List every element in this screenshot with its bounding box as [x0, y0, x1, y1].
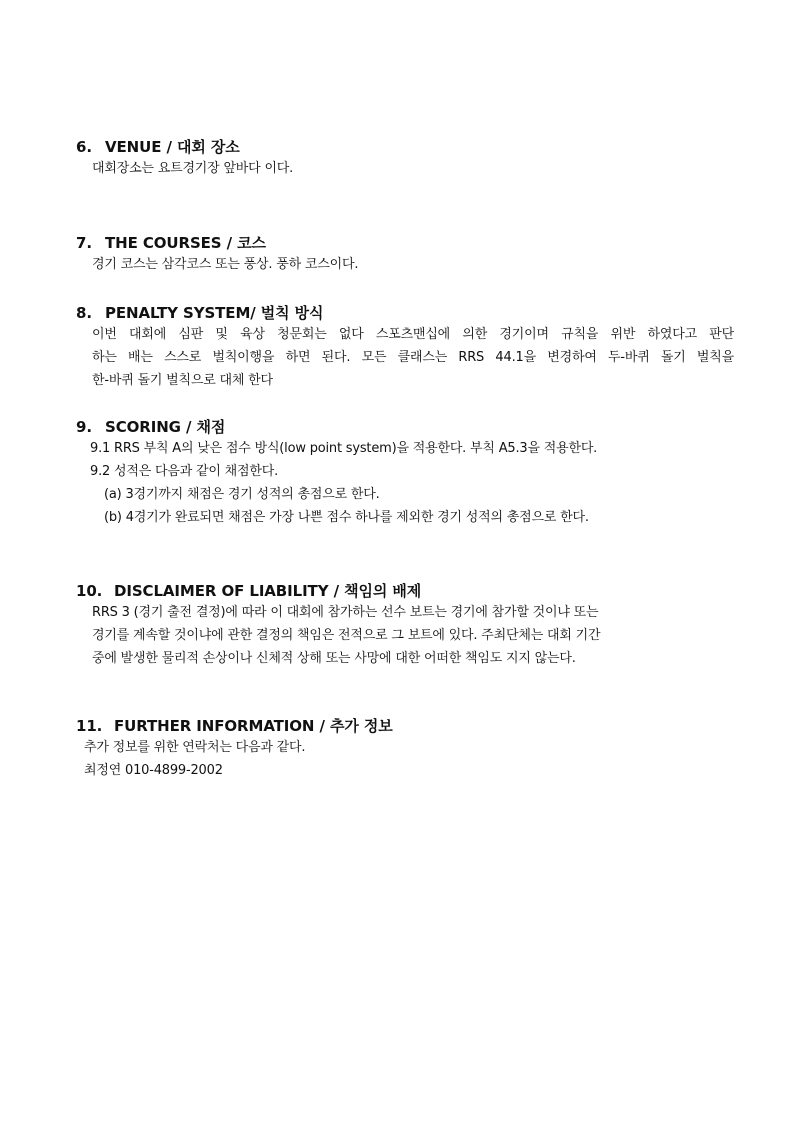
- section-text: 추가 정보를 위한 연락처는 다음과 같다.: [84, 740, 306, 755]
- section-title: DISCLAIMER OF LIABILITY / 책임의 배제: [114, 582, 422, 600]
- section-title: SCORING / 채점: [105, 418, 226, 436]
- section-text: 한-바퀴 돌기 벌칙으로 대체 한다: [92, 373, 273, 388]
- section-number: 10.: [76, 582, 103, 600]
- scoring-item: 9.1 RRS 부칙 A의 낮은 점수 방식(low point system)을 적용한다. 부칙 A5.3을 적용한다.: [90, 441, 598, 456]
- section-heading: [76, 581, 736, 601]
- section-number: 11.: [76, 717, 103, 735]
- section-further-information: [76, 716, 736, 782]
- section-title: FURTHER INFORMATION / 추가 정보: [114, 717, 393, 735]
- section-disclaimer-of-liability: [76, 581, 736, 670]
- scoring-item: 9.2 성적은 다음과 같이 채점한다.: [90, 464, 279, 479]
- section-text: RRS 3 (경기 출전 결정)에 따라 이 대회에 참가하는 선수 보트는 경기에 참가할 것이냐 또는: [92, 605, 599, 620]
- section-heading: [76, 137, 736, 157]
- contact-info: 최정연 010-4899-2002: [84, 763, 223, 778]
- section-text: 경기 코스는 삼각코스 또는 풍상. 풍하 코스이다.: [92, 257, 359, 272]
- section-penalty-system: [76, 303, 736, 392]
- section-title: VENUE / 대회 장소: [105, 138, 240, 156]
- section-number: 6.: [76, 138, 92, 156]
- section-number: 9.: [76, 418, 92, 436]
- section-text: 하는 배는 스스로 벌칙이행을 하면 된다. 모든 클래스는 RRS 44.1을 변경하여 두-바퀴 돌기 벌칙을: [92, 350, 734, 365]
- section-text: 이번 대회에 심판 및 육상 청문회는 없다 스포츠맨십에 의한 경기이며 규칙을 위반 하였다고 판단: [92, 327, 734, 342]
- section-heading: [76, 233, 736, 253]
- section-title: PENALTY SYSTEM/ 벌칙 방식: [105, 304, 324, 322]
- section-courses: [76, 233, 736, 276]
- section-text: 경기를 계속할 것이냐에 관한 결정의 책임은 전적으로 그 보트에 있다. 주최단체는 대회 기간: [92, 628, 601, 643]
- section-number: 7.: [76, 234, 92, 252]
- section-scoring: [76, 417, 736, 529]
- scoring-subitem: (b) 4경기가 완료되면 채점은 가장 나쁜 점수 하나를 제외한 경기 성적의 총점으로 한다.: [104, 510, 589, 525]
- scoring-subitem: (a) 3경기까지 채점은 경기 성적의 총점으로 한다.: [104, 487, 380, 502]
- section-text: 대회장소는 요트경기장 앞바다 이다.: [92, 161, 294, 176]
- section-number: 8.: [76, 304, 92, 322]
- section-venue: [76, 137, 736, 180]
- section-text: 중에 발생한 물리적 손상이나 신체적 상해 또는 사망에 대한 어떠한 책임도 지지 않는다.: [92, 651, 576, 666]
- section-heading: [76, 716, 736, 736]
- section-heading: [76, 417, 736, 437]
- section-heading: [76, 303, 736, 323]
- section-title: THE COURSES / 코스: [105, 234, 266, 252]
